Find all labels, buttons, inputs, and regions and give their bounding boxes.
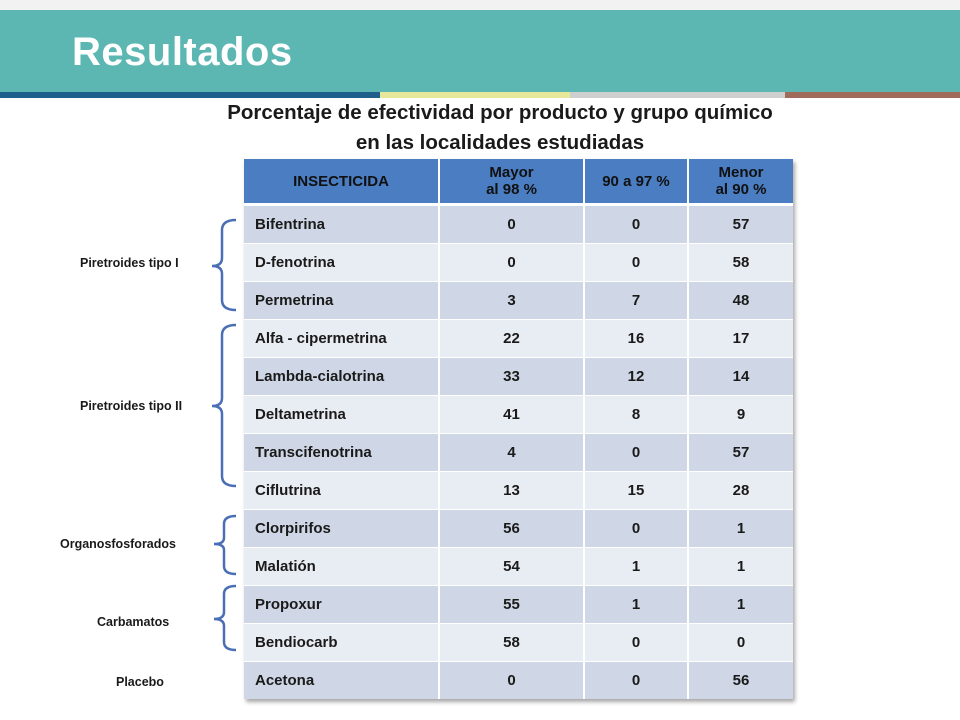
cell-mayor-98: 0 bbox=[440, 662, 585, 699]
cell-menor-90: 57 bbox=[689, 434, 793, 471]
cell-menor-90: 57 bbox=[689, 206, 793, 243]
cell-insecticida: Bendiocarb bbox=[244, 624, 440, 661]
cell-insecticida: Lambda-cialotrina bbox=[244, 358, 440, 395]
cell-mayor-98: 54 bbox=[440, 548, 585, 585]
cell-mayor-98: 13 bbox=[440, 472, 585, 509]
cell-mayor-98: 58 bbox=[440, 624, 585, 661]
cell-insecticida: Transcifenotrina bbox=[244, 434, 440, 471]
cell-mayor-98: 41 bbox=[440, 396, 585, 433]
table-row bbox=[244, 623, 793, 661]
table-row bbox=[244, 395, 793, 433]
cell-mayor-98: 4 bbox=[440, 434, 585, 471]
cell-menor-90: 9 bbox=[689, 396, 793, 433]
cell-90-97: 0 bbox=[585, 662, 689, 699]
cell-menor-90: 14 bbox=[689, 358, 793, 395]
group-label-piretroides-tipo-2: Piretroides tipo II bbox=[80, 399, 183, 413]
subtitle-line-1: Porcentaje de efectividad por producto y grupo químico bbox=[227, 101, 773, 124]
table-row bbox=[244, 281, 793, 319]
slide-title: Resultados bbox=[72, 30, 293, 74]
header-mayor-98: Mayor al 98 % bbox=[440, 159, 585, 205]
cell-insecticida: D-fenotrina bbox=[244, 244, 440, 281]
cell-insecticida: Deltametrina bbox=[244, 396, 440, 433]
table-header-row bbox=[244, 159, 793, 205]
group-label-carbamatos: Carbamatos bbox=[97, 615, 170, 629]
cell-mayor-98: 3 bbox=[440, 282, 585, 319]
cell-90-97: 15 bbox=[585, 472, 689, 509]
group-label-organosfosforados: Organosfosforados bbox=[60, 537, 176, 551]
slide-subtitle bbox=[140, 98, 860, 158]
table-row bbox=[244, 319, 793, 357]
brace-piretroides-tipo-2 bbox=[212, 325, 236, 486]
table-row bbox=[244, 509, 793, 547]
cell-mayor-98: 0 bbox=[440, 206, 585, 243]
cell-90-97: 8 bbox=[585, 396, 689, 433]
cell-insecticida: Permetrina bbox=[244, 282, 440, 319]
brace-organosfosforados bbox=[214, 516, 236, 574]
title-banner bbox=[0, 10, 960, 92]
results-table bbox=[244, 159, 793, 699]
cell-90-97: 0 bbox=[585, 206, 689, 243]
cell-90-97: 12 bbox=[585, 358, 689, 395]
group-label-placebo: Placebo bbox=[116, 675, 164, 689]
cell-mayor-98: 56 bbox=[440, 510, 585, 547]
cell-insecticida: Acetona bbox=[244, 662, 440, 699]
header-menor-90: Menor al 90 % bbox=[689, 159, 793, 205]
cell-insecticida: Alfa - cipermetrina bbox=[244, 320, 440, 357]
cell-90-97: 0 bbox=[585, 510, 689, 547]
cell-menor-90: 1 bbox=[689, 548, 793, 585]
group-label-piretroides-tipo-1: Piretroides tipo I bbox=[80, 256, 179, 270]
brace-piretroides-tipo-1 bbox=[212, 220, 236, 310]
header-90-97: 90 a 97 % bbox=[585, 159, 689, 205]
table-row bbox=[244, 471, 793, 509]
header-insecticida: INSECTICIDA bbox=[244, 159, 440, 205]
cell-90-97: 0 bbox=[585, 434, 689, 471]
table-row bbox=[244, 205, 793, 243]
cell-menor-90: 58 bbox=[689, 244, 793, 281]
table-row bbox=[244, 243, 793, 281]
cell-insecticida: Propoxur bbox=[244, 586, 440, 623]
cell-90-97: 1 bbox=[585, 586, 689, 623]
cell-mayor-98: 0 bbox=[440, 244, 585, 281]
table-row bbox=[244, 585, 793, 623]
cell-menor-90: 1 bbox=[689, 510, 793, 547]
cell-menor-90: 1 bbox=[689, 586, 793, 623]
cell-90-97: 16 bbox=[585, 320, 689, 357]
cell-90-97: 1 bbox=[585, 548, 689, 585]
table-row bbox=[244, 547, 793, 585]
cell-menor-90: 17 bbox=[689, 320, 793, 357]
table-row bbox=[244, 357, 793, 395]
cell-mayor-98: 22 bbox=[440, 320, 585, 357]
cell-mayor-98: 55 bbox=[440, 586, 585, 623]
table-row bbox=[244, 661, 793, 699]
cell-menor-90: 0 bbox=[689, 624, 793, 661]
top-strip bbox=[0, 0, 960, 10]
cell-90-97: 0 bbox=[585, 624, 689, 661]
subtitle-line-2: en las localidades estudiadas bbox=[355, 131, 645, 154]
cell-menor-90: 56 bbox=[689, 662, 793, 699]
cell-insecticida: Malatión bbox=[244, 548, 440, 585]
brace-carbamatos bbox=[214, 586, 236, 650]
cell-insecticida: Clorpirifos bbox=[244, 510, 440, 547]
cell-insecticida: Ciflutrina bbox=[244, 472, 440, 509]
cell-mayor-98: 33 bbox=[440, 358, 585, 395]
cell-insecticida: Bifentrina bbox=[244, 206, 440, 243]
cell-90-97: 7 bbox=[585, 282, 689, 319]
cell-menor-90: 28 bbox=[689, 472, 793, 509]
table-row bbox=[244, 433, 793, 471]
cell-menor-90: 48 bbox=[689, 282, 793, 319]
cell-90-97: 0 bbox=[585, 244, 689, 281]
